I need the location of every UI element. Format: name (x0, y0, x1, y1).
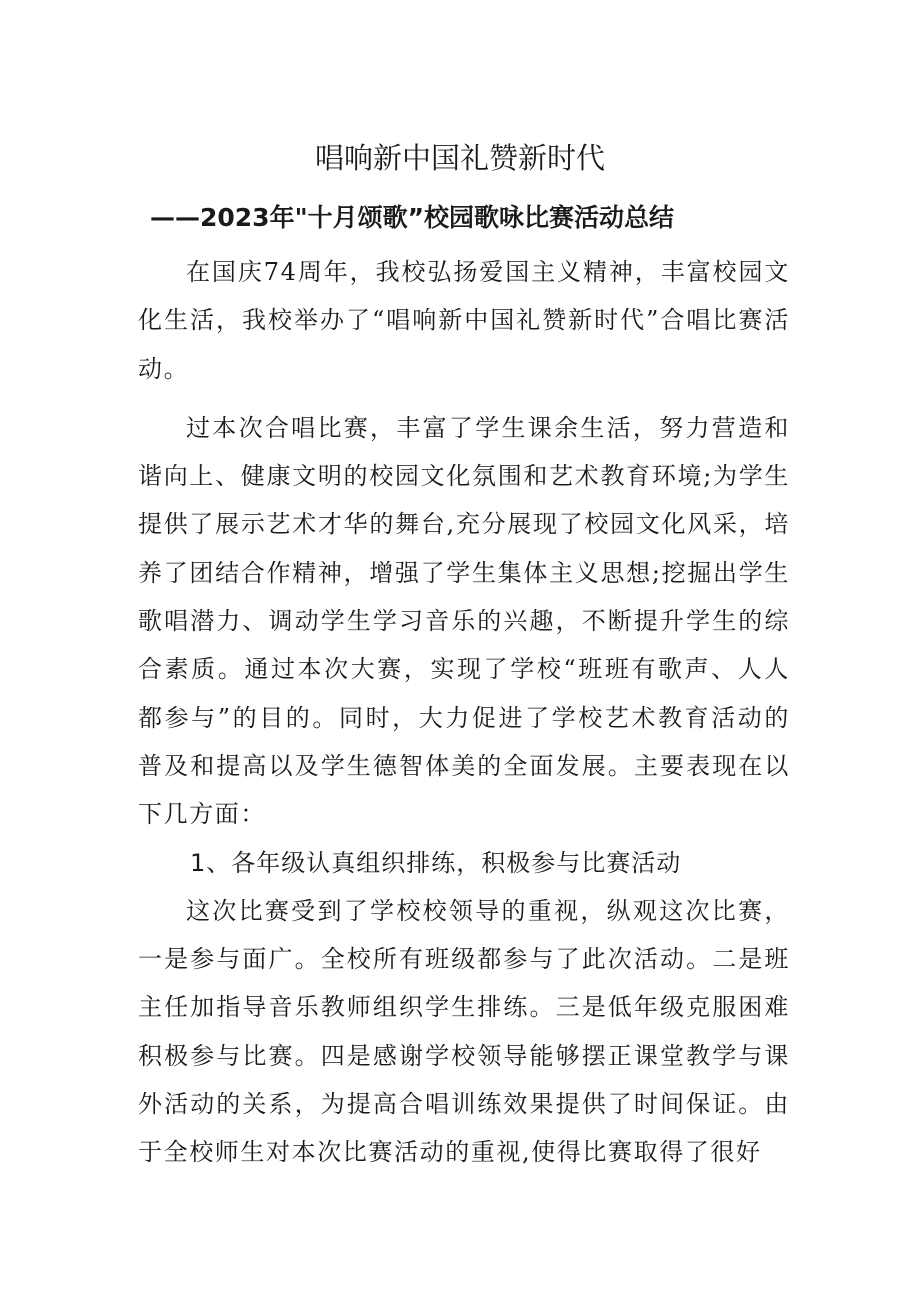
document-body (138, 248, 790, 1177)
paragraph-intro: 在国庆74周年，我校弘扬爱国主义精神，丰富校园文化生活，我校举办了“唱响新中国礼赞新时代”合唱比赛活动。 (138, 258, 790, 383)
section-heading-1: 1、各年级认真组织排练，积极参与比赛活动 (190, 848, 682, 877)
document-title: 唱响新中国礼赞新时代 (314, 141, 605, 175)
paragraph-summary: 过本次合唱比赛，丰富了学生课余生活，努力营造和谐向上、健康文明的校园文化氛围和艺术教育环境;为学生提供了展示艺术才华的舞台,充分展现了校园文化风采，培养了团结合作精神，增强了学生集体主义思想;挖掘出学生歌唱潜力、调动学生学习音乐的兴趣，不断提升学生的综合素质。通过本次大赛，实现了学校“班班有歌声、人人都参与”的目的。同时，大力促进了学校艺术教育活动的普及和提高以及学生德智体美的全面发展。主要表现在以下几方面： (138, 413, 790, 829)
document-subtitle: ——2023年"十月颂歌”校园歌咏比赛活动总结 (150, 203, 675, 232)
paragraph-section-1: 这次比赛受到了学校校领导的重视，纵观这次比赛，一是参与面广。全校所有班级都参与了此次活动。二是班主任加指导音乐教师组织学生排练。三是低年级克服困难积极参与比赛。四是感谢学校领导能够摆正课堂教学与课外活动的关系，为提高合唱训练效果提供了时间保证。由于全校师生对本次比赛活动的重视,使得比赛取得了很好 (138, 896, 790, 1167)
